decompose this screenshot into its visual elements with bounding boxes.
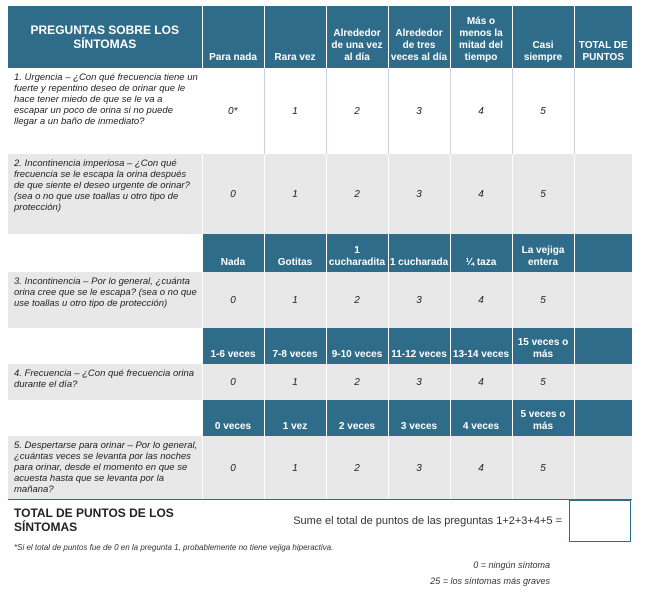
answer-value: 2 [326,364,388,400]
option-subheader: ¼ taza [450,234,512,272]
option-subheader: Nada [202,234,264,272]
answer-value: 1 [264,364,326,400]
option-header: Para nada [202,6,264,68]
answer-value: 5 [512,68,574,154]
row-total-cell[interactable] [574,436,632,500]
row-total-cell[interactable] [574,364,632,400]
answer-value: 3 [388,364,450,400]
answer-value: 4 [450,436,512,500]
total-header: TOTAL DE PUNTOS [574,6,632,68]
option-subheader: La vejiga entera [512,234,574,272]
scale-min-note: 0 = ningún síntoma [473,560,550,570]
answer-value: 3 [388,436,450,500]
symptom-table [8,6,632,500]
option-subheader: 2 veces [326,400,388,436]
question-text: 5. Despertarse para orinar – Por lo general, ¿cuántas veces se levanta por las noches para orinar, desde el momento en que se acuesta hasta que se levanta por la mañana? [8,436,202,500]
total-score-box[interactable] [569,500,631,542]
answer-value: 2 [326,436,388,500]
question-row [8,436,632,500]
answer-value: 2 [326,68,388,154]
answer-value: 4 [450,154,512,234]
row-total-cell[interactable] [574,154,632,234]
option-header: Alrededor de tres veces al día [388,6,450,68]
answer-value: 0* [202,68,264,154]
answer-value: 3 [388,272,450,328]
option-subheader: 9-10 veces [326,328,388,364]
option-header: Rara vez [264,6,326,68]
option-subheader: 1-6 veces [202,328,264,364]
answer-value: 5 [512,364,574,400]
question-row [8,272,632,328]
answer-value: 0 [202,154,264,234]
option-subheader: Gotitas [264,234,326,272]
option-subheader: 13-14 veces [450,328,512,364]
option-subheader-row [8,234,632,272]
option-header: Más o menos la mitad del tiempo [450,6,512,68]
answer-value: 4 [450,68,512,154]
question-text: 2. Incontinencia imperiosa – ¿Con qué frecuencia se le escapa la orina después de que siente el deseo urgente de orinar? (sea o no que use toallas u otro tipo de protección) [8,154,202,234]
option-subheader: 4 veces [450,400,512,436]
answer-value: 2 [326,272,388,328]
answer-value: 0 [202,364,264,400]
answer-value: 3 [388,68,450,154]
answer-value: 1 [264,154,326,234]
subheader-spacer [8,400,202,436]
answer-value: 5 [512,436,574,500]
header-row [8,6,632,68]
subheader-spacer [8,234,202,272]
question-text: 1. Urgencia – ¿Con qué frecuencia tiene un fuerte y repentino deseo de orinar que le hace tener miedo de que se le va a escapar un poco de orina si no puede llegar a un baño de inmediato? [8,68,202,154]
row-total-cell[interactable] [574,272,632,328]
subheader-blank [574,234,632,272]
subheader-blank [574,400,632,436]
question-row [8,364,632,400]
answer-value: 2 [326,154,388,234]
row-total-cell[interactable] [574,68,632,154]
answer-value: 5 [512,154,574,234]
option-subheader: 3 veces [388,400,450,436]
option-subheader: 1 cucharada [388,234,450,272]
table-title: PREGUNTAS SOBRE LOS SÍNTOMAS [8,6,202,68]
answer-value: 0 [202,272,264,328]
option-subheader-row [8,400,632,436]
question-row [8,154,632,234]
footnote: *Si el total de puntos fue de 0 en la pregunta 1, probablemente no tiene vejiga hiperactiva. [14,543,334,552]
option-subheader: 11-12 veces [388,328,450,364]
question-text: 3. Incontinencia – Por lo general, ¿cuánta orina cree que se le escapa? (sea o no que use toallas u otro tipo de protección) [8,272,202,328]
answer-value: 1 [264,68,326,154]
option-subheader: 1 cucharadita [326,234,388,272]
option-header: Alrededor de una vez al día [326,6,388,68]
answer-value: 1 [264,436,326,500]
subheader-blank [574,328,632,364]
answer-value: 1 [264,272,326,328]
total-points-label: TOTAL DE PUNTOS DE LOS SÍNTOMAS [14,506,174,534]
answer-value: 0 [202,436,264,500]
answer-value: 4 [450,272,512,328]
scale-max-note: 25 = los síntomas más graves [430,576,550,586]
option-header: Casi siempre [512,6,574,68]
question-row [8,68,632,154]
option-subheader-row [8,328,632,364]
subheader-spacer [8,328,202,364]
answer-value: 3 [388,154,450,234]
divider [8,499,632,500]
sum-instruction: Sume el total de puntos de las preguntas 1+2+3+4+5 = [293,515,562,527]
option-subheader: 5 veces o más [512,400,574,436]
option-subheader: 7-8 veces [264,328,326,364]
answer-value: 5 [512,272,574,328]
option-subheader: 15 veces o más [512,328,574,364]
question-text: 4. Frecuencia – ¿Con qué frecuencia orina durante el día? [8,364,202,400]
answer-value: 4 [450,364,512,400]
option-subheader: 0 veces [202,400,264,436]
option-subheader: 1 vez [264,400,326,436]
